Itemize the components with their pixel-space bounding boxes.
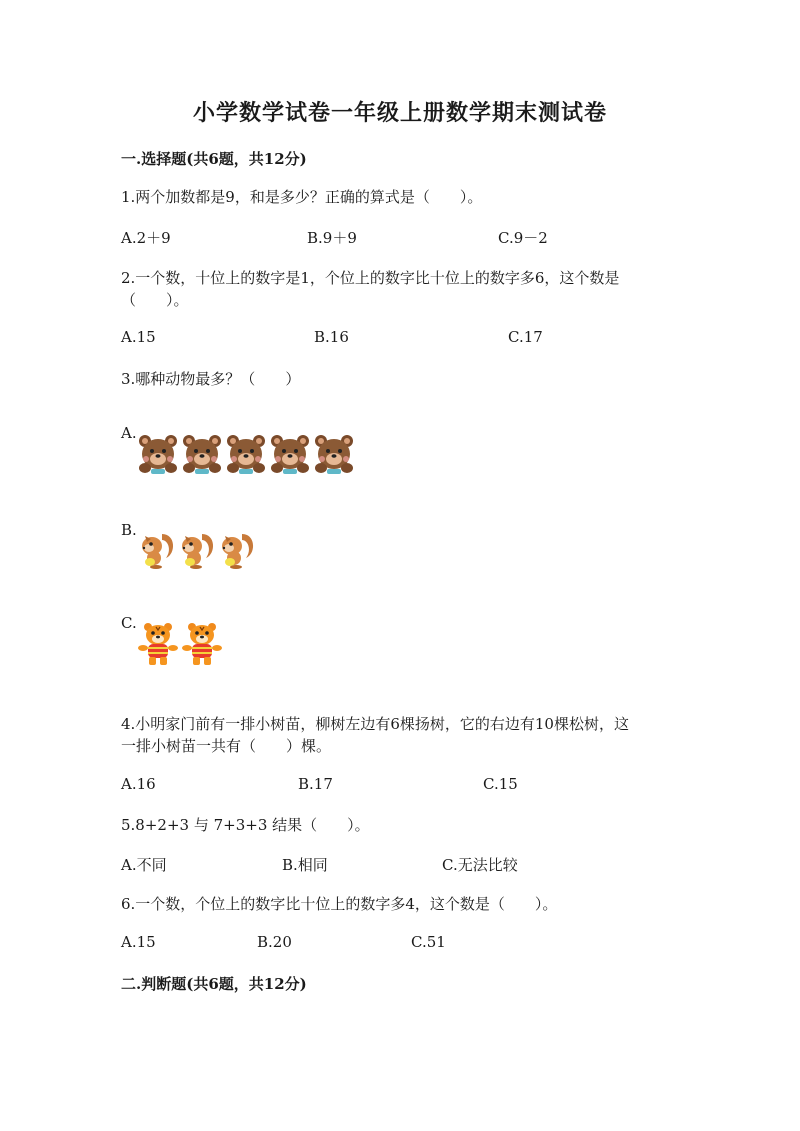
q1-option-c[interactable]: C.9－2 (498, 229, 548, 247)
question-4-line-2: 一排小树苗一共有（ ）棵。 (121, 737, 332, 755)
squirrel-icon (216, 528, 256, 570)
q1-option-b[interactable]: B.9＋9 (307, 229, 357, 247)
q4-option-c[interactable]: C.15 (483, 775, 518, 793)
bear-icon (312, 432, 356, 476)
q5-option-c[interactable]: C.无法比较 (442, 856, 518, 874)
q3-option-b-animals[interactable] (136, 528, 256, 570)
q1-option-a[interactable]: A.2＋9 (121, 229, 171, 247)
section-heading-choice: 一.选择题(共6题，共12分) (121, 150, 307, 168)
bear-icon (136, 432, 180, 476)
section-heading-judgement: 二.判断题(共6题，共12分) (121, 975, 307, 993)
page-title: 小学数学试卷一年级上册数学期末测试卷 (192, 100, 607, 126)
q5-option-a[interactable]: A.不同 (121, 856, 167, 874)
question-3: 3.哪种动物最多？（ ） (121, 370, 301, 388)
question-2-line-2: （ ）。 (121, 291, 189, 309)
q3-option-a[interactable]: A. (121, 424, 137, 442)
tiger-icon (180, 620, 224, 668)
bear-icon (180, 432, 224, 476)
q6-option-c[interactable]: C.51 (411, 933, 446, 951)
question-4-line-1: 4.小明家门前有一排小树苗，柳树左边有6棵扬树，它的右边有10棵松树，这 (121, 715, 629, 733)
q3-option-a-animals[interactable] (136, 432, 356, 476)
q2-option-a[interactable]: A.15 (121, 328, 156, 346)
q2-option-b[interactable]: B.16 (314, 328, 349, 346)
bear-icon (268, 432, 312, 476)
question-1: 1.两个加数都是9，和是多少？正确的算式是（ ）。 (121, 188, 483, 206)
question-2-line-1: 2.一个数，十位上的数字是1，个位上的数字比十位上的数字多6，这个数是 (121, 269, 620, 287)
q4-option-a[interactable]: A.16 (121, 775, 156, 793)
question-5: 5.8+2+3 与 7+3+3 结果（ ）。 (121, 816, 370, 834)
squirrel-icon (176, 528, 216, 570)
q5-option-b[interactable]: B.相同 (282, 856, 328, 874)
question-6: 6.一个数，个位上的数字比十位上的数字多4，这个数是（ ）。 (121, 895, 558, 913)
q6-option-a[interactable]: A.15 (121, 933, 156, 951)
tiger-icon (136, 620, 180, 668)
squirrel-icon (136, 528, 176, 570)
q3-option-c-animals[interactable] (136, 620, 224, 668)
q4-option-b[interactable]: B.17 (298, 775, 333, 793)
q3-option-c[interactable]: C. (121, 614, 137, 632)
q6-option-b[interactable]: B.20 (257, 933, 292, 951)
q3-option-b[interactable]: B. (121, 521, 137, 539)
bear-icon (224, 432, 268, 476)
q2-option-c[interactable]: C.17 (508, 328, 543, 346)
